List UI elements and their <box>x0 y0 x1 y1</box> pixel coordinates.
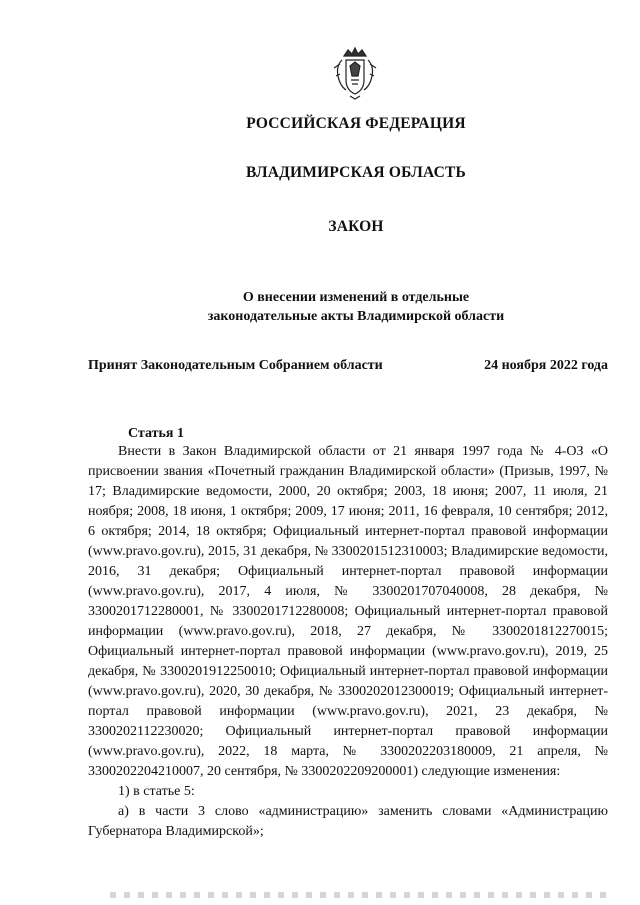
coat-of-arms-icon <box>330 42 380 100</box>
document-type-heading: ЗАКОН <box>328 218 384 235</box>
adoption-date: 24 ноября 2022 года <box>484 358 608 373</box>
law-title-line-2: законодательные акты Владимирской области <box>207 309 505 324</box>
article-paragraph: а) в части 3 слово «администрацию» заменить словами «Администрацию Губернатора Владимирской»; <box>88 804 608 839</box>
region-heading: ВЛАДИМИРСКАЯ ОБЛАСТЬ <box>246 164 466 181</box>
law-title-line-1: О внесении изменений в отдельные <box>242 290 470 305</box>
scan-artifact-line <box>110 892 610 898</box>
law-title <box>36 288 640 326</box>
article-paragraph: 1) в статье 5: <box>118 784 195 799</box>
adoption-body: Принят Законодательным Собранием области <box>88 358 383 373</box>
article-body <box>88 442 608 842</box>
adoption-line <box>88 358 608 374</box>
article-paragraph: Внести в Закон Владимирской области от 21 января 1997 года № 4-ОЗ «О присвоении звания «Почетный гражданин Владимирской области» (Призыв, 1997, № 17; Владимирские ведомости, 2000, 20 октября; 2003, 18 июня; 2007, 11 июля, 21 ноября; 2008, 18 июня, 1 октября; 2009, 17 июня; 2011, 16 февраля, 10 сентября; 2012, 6 октября; 2014, 18 октября; Официальный интернет-портал правовой информации (www.pravo.gov.ru), 2015, 31 декабря, № 3300201512310003; Владимирские ведомости, 2016, 31 декабря; Официальный интернет-портал правовой информации (www.pravo.gov.ru), 2017, 4 июля, № 3300201707040008, 28 декабря, № 3300201712280001, № 3300201712280008; Официальный интернет-портал правовой информации (www.pravo.gov.ru), 2018, 27 декабря, № 3300201812270015; Официальный интернет-портал правовой информации (www.pravo.gov.ru), 2019, 25 декабря, № 3300201912250010; Официальный интернет-портал правовой информации (www.pravo.gov.ru), 2020, 30 декабря, № 3300202012300019; Официальный интернет-портал правовой информации (www.pravo.gov.ru), 2021, 23 декабря, № 3300202112230020; Официальный интернет-портал правовой информации (www.pravo.gov.ru), 2022, 18 марта, № 3300202203180009, 21 апреля, № 3300202204210007, 20 сентября, № 3300202209200001) следующие изменения: <box>88 444 608 779</box>
country-heading: РОССИЙСКАЯ ФЕДЕРАЦИЯ <box>246 115 466 132</box>
article-heading: Статья 1 <box>128 426 184 441</box>
